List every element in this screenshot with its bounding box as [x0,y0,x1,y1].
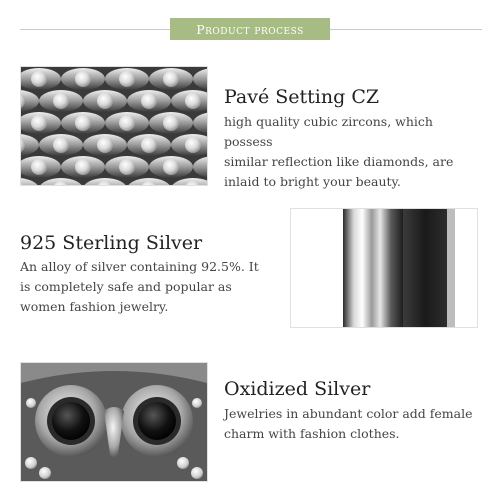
desc-line: Jewelries in abundant color add female [224,406,473,421]
section-title-oxidized: Oxidized Silver [224,378,371,400]
section-desc-sterling [20,257,280,317]
oxidized-silver-image [20,362,208,482]
section-desc-oxidized [224,404,484,444]
section-desc-pave [224,112,484,192]
desc-line: inlaid to bright your beauty. [224,174,401,189]
desc-line: An alloy of silver containing 92.5%. It [20,259,259,274]
pave-setting-image [20,66,208,186]
owl-charm-illustration [21,363,207,481]
section-header [170,18,330,40]
desc-line: women fashion jewelry. [20,299,169,314]
cz-stones-illustration [21,67,207,185]
desc-line: is completely safe and popular as [20,279,232,294]
desc-line: high quality cubic zircons, which possess [224,114,433,149]
section-title-pave: Pavé Setting CZ [224,86,380,108]
silver-band-illustration [291,209,477,327]
section-header-label: Product process [196,21,304,37]
sterling-silver-image [290,208,478,328]
desc-line: similar reflection like diamonds, are [224,154,454,169]
desc-line: charm with fashion clothes. [224,426,400,441]
section-title-sterling: 925 Sterling Silver [20,232,203,254]
